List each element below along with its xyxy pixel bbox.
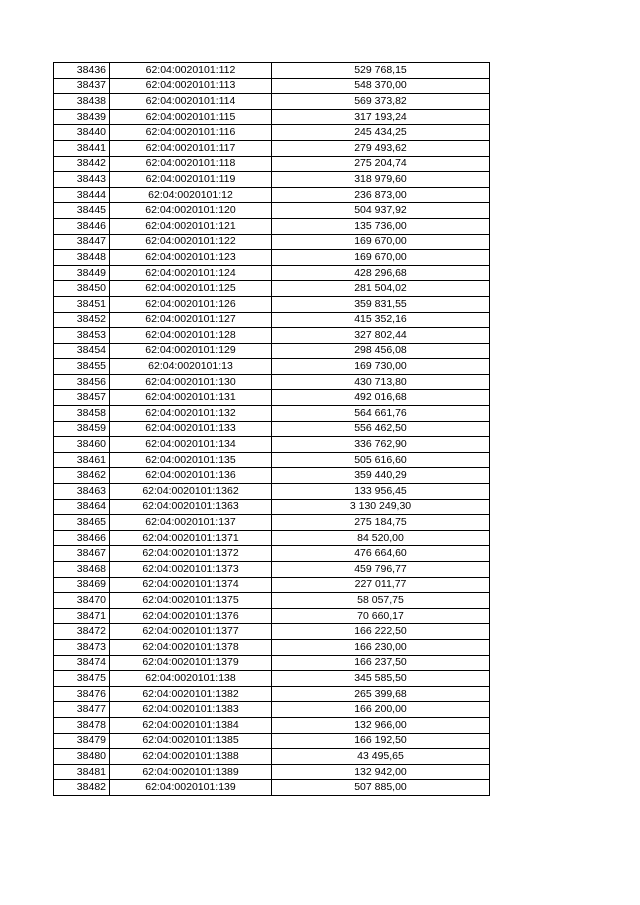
table-row xyxy=(54,421,490,437)
row-number-cell: 38442 xyxy=(54,156,110,172)
value-cell: 415 352,16 xyxy=(272,312,490,328)
table-row xyxy=(54,562,490,578)
value-cell: 166 192,50 xyxy=(272,733,490,749)
table-row xyxy=(54,156,490,172)
cadastral-number-cell: 62:04:0020101:125 xyxy=(110,281,272,297)
table-row xyxy=(54,702,490,718)
value-cell: 505 616,60 xyxy=(272,452,490,468)
cadastral-number-cell: 62:04:0020101:133 xyxy=(110,421,272,437)
cadastral-number-cell: 62:04:0020101:1376 xyxy=(110,608,272,624)
cadastral-number-cell: 62:04:0020101:1378 xyxy=(110,639,272,655)
row-number-cell: 38459 xyxy=(54,421,110,437)
table-row xyxy=(54,265,490,281)
value-cell: 169 670,00 xyxy=(272,234,490,250)
value-cell: 3 130 249,30 xyxy=(272,499,490,515)
table-row xyxy=(54,203,490,219)
table-row xyxy=(54,234,490,250)
table-row xyxy=(54,780,490,796)
row-number-cell: 38461 xyxy=(54,452,110,468)
row-number-cell: 38466 xyxy=(54,530,110,546)
cadastral-number-cell: 62:04:0020101:1382 xyxy=(110,686,272,702)
cadastral-number-cell: 62:04:0020101:1383 xyxy=(110,702,272,718)
row-number-cell: 38465 xyxy=(54,515,110,531)
cadastral-number-cell: 62:04:0020101:135 xyxy=(110,452,272,468)
cadastral-number-cell: 62:04:0020101:1374 xyxy=(110,577,272,593)
value-cell: 336 762,90 xyxy=(272,437,490,453)
row-number-cell: 38473 xyxy=(54,639,110,655)
table-row xyxy=(54,172,490,188)
cadastral-number-cell: 62:04:0020101:1372 xyxy=(110,546,272,562)
cadastral-number-cell: 62:04:0020101:132 xyxy=(110,406,272,422)
table-row xyxy=(54,328,490,344)
row-number-cell: 38470 xyxy=(54,593,110,609)
table-row xyxy=(54,452,490,468)
table-row xyxy=(54,359,490,375)
cadastral-number-cell: 62:04:0020101:1362 xyxy=(110,484,272,500)
row-number-cell: 38472 xyxy=(54,624,110,640)
value-cell: 135 736,00 xyxy=(272,218,490,234)
row-number-cell: 38463 xyxy=(54,484,110,500)
table-row xyxy=(54,437,490,453)
table-row xyxy=(54,374,490,390)
cadastral-number-cell: 62:04:0020101:120 xyxy=(110,203,272,219)
row-number-cell: 38469 xyxy=(54,577,110,593)
table-row xyxy=(54,250,490,266)
table-row xyxy=(54,608,490,624)
table-row xyxy=(54,406,490,422)
row-number-cell: 38462 xyxy=(54,468,110,484)
row-number-cell: 38438 xyxy=(54,94,110,110)
row-number-cell: 38450 xyxy=(54,281,110,297)
value-cell: 317 193,24 xyxy=(272,109,490,125)
row-number-cell: 38440 xyxy=(54,125,110,141)
cadastral-number-cell: 62:04:0020101:119 xyxy=(110,172,272,188)
value-cell: 359 440,29 xyxy=(272,468,490,484)
cadastral-number-cell: 62:04:0020101:1388 xyxy=(110,749,272,765)
value-cell: 556 462,50 xyxy=(272,421,490,437)
value-cell: 548 370,00 xyxy=(272,78,490,94)
value-cell: 459 796,77 xyxy=(272,562,490,578)
data-table xyxy=(53,62,490,796)
value-cell: 133 956,45 xyxy=(272,484,490,500)
cadastral-number-cell: 62:04:0020101:1379 xyxy=(110,655,272,671)
row-number-cell: 38475 xyxy=(54,671,110,687)
value-cell: 169 670,00 xyxy=(272,250,490,266)
table-row xyxy=(54,281,490,297)
row-number-cell: 38452 xyxy=(54,312,110,328)
value-cell: 169 730,00 xyxy=(272,359,490,375)
table-row xyxy=(54,593,490,609)
row-number-cell: 38449 xyxy=(54,265,110,281)
table-row xyxy=(54,749,490,765)
table-row xyxy=(54,733,490,749)
value-cell: 236 873,00 xyxy=(272,187,490,203)
cadastral-number-cell: 62:04:0020101:1375 xyxy=(110,593,272,609)
cadastral-number-cell: 62:04:0020101:1371 xyxy=(110,530,272,546)
table-row xyxy=(54,218,490,234)
row-number-cell: 38441 xyxy=(54,140,110,156)
value-cell: 275 184,75 xyxy=(272,515,490,531)
table-row xyxy=(54,499,490,515)
row-number-cell: 38460 xyxy=(54,437,110,453)
value-cell: 476 664,60 xyxy=(272,546,490,562)
table-row xyxy=(54,390,490,406)
value-cell: 281 504,02 xyxy=(272,281,490,297)
value-cell: 504 937,92 xyxy=(272,203,490,219)
cadastral-number-cell: 62:04:0020101:1363 xyxy=(110,499,272,515)
cadastral-number-cell: 62:04:0020101:114 xyxy=(110,94,272,110)
table-row xyxy=(54,140,490,156)
value-cell: 507 885,00 xyxy=(272,780,490,796)
cadastral-number-cell: 62:04:0020101:123 xyxy=(110,250,272,266)
table-row xyxy=(54,187,490,203)
cadastral-number-cell: 62:04:0020101:129 xyxy=(110,343,272,359)
cadastral-number-cell: 62:04:0020101:115 xyxy=(110,109,272,125)
row-number-cell: 38458 xyxy=(54,406,110,422)
row-number-cell: 38481 xyxy=(54,764,110,780)
row-number-cell: 38436 xyxy=(54,63,110,79)
row-number-cell: 38478 xyxy=(54,717,110,733)
table-row xyxy=(54,484,490,500)
cadastral-number-cell: 62:04:0020101:139 xyxy=(110,780,272,796)
table-row xyxy=(54,78,490,94)
value-cell: 166 200,00 xyxy=(272,702,490,718)
row-number-cell: 38467 xyxy=(54,546,110,562)
value-cell: 569 373,82 xyxy=(272,94,490,110)
cadastral-number-cell: 62:04:0020101:1384 xyxy=(110,717,272,733)
row-number-cell: 38476 xyxy=(54,686,110,702)
table-row xyxy=(54,296,490,312)
cadastral-number-cell: 62:04:0020101:128 xyxy=(110,328,272,344)
cadastral-number-cell: 62:04:0020101:1373 xyxy=(110,562,272,578)
row-number-cell: 38444 xyxy=(54,187,110,203)
value-cell: 279 493,62 xyxy=(272,140,490,156)
value-cell: 318 979,60 xyxy=(272,172,490,188)
value-cell: 529 768,15 xyxy=(272,63,490,79)
cadastral-number-cell: 62:04:0020101:13 xyxy=(110,359,272,375)
table-row xyxy=(54,125,490,141)
table-row xyxy=(54,686,490,702)
table-row xyxy=(54,343,490,359)
value-cell: 245 434,25 xyxy=(272,125,490,141)
cadastral-number-cell: 62:04:0020101:1389 xyxy=(110,764,272,780)
table-row xyxy=(54,717,490,733)
row-number-cell: 38474 xyxy=(54,655,110,671)
cadastral-number-cell: 62:04:0020101:116 xyxy=(110,125,272,141)
row-number-cell: 38455 xyxy=(54,359,110,375)
cadastral-number-cell: 62:04:0020101:1385 xyxy=(110,733,272,749)
cadastral-number-cell: 62:04:0020101:121 xyxy=(110,218,272,234)
row-number-cell: 38454 xyxy=(54,343,110,359)
cadastral-number-cell: 62:04:0020101:126 xyxy=(110,296,272,312)
value-cell: 492 016,68 xyxy=(272,390,490,406)
row-number-cell: 38482 xyxy=(54,780,110,796)
cadastral-number-cell: 62:04:0020101:136 xyxy=(110,468,272,484)
value-cell: 70 660,17 xyxy=(272,608,490,624)
row-number-cell: 38447 xyxy=(54,234,110,250)
cadastral-number-cell: 62:04:0020101:130 xyxy=(110,374,272,390)
table-row xyxy=(54,515,490,531)
cadastral-number-cell: 62:04:0020101:12 xyxy=(110,187,272,203)
row-number-cell: 38437 xyxy=(54,78,110,94)
table-row xyxy=(54,312,490,328)
cadastral-number-cell: 62:04:0020101:134 xyxy=(110,437,272,453)
table-row xyxy=(54,639,490,655)
cadastral-number-cell: 62:04:0020101:118 xyxy=(110,156,272,172)
row-number-cell: 38448 xyxy=(54,250,110,266)
row-number-cell: 38477 xyxy=(54,702,110,718)
row-number-cell: 38445 xyxy=(54,203,110,219)
row-number-cell: 38456 xyxy=(54,374,110,390)
value-cell: 345 585,50 xyxy=(272,671,490,687)
value-cell: 359 831,55 xyxy=(272,296,490,312)
row-number-cell: 38468 xyxy=(54,562,110,578)
row-number-cell: 38439 xyxy=(54,109,110,125)
value-cell: 166 237,50 xyxy=(272,655,490,671)
table-row xyxy=(54,530,490,546)
table-row xyxy=(54,655,490,671)
value-cell: 327 802,44 xyxy=(272,328,490,344)
table-row xyxy=(54,94,490,110)
value-cell: 265 399,68 xyxy=(272,686,490,702)
row-number-cell: 38480 xyxy=(54,749,110,765)
table-body xyxy=(54,63,490,796)
value-cell: 430 713,80 xyxy=(272,374,490,390)
row-number-cell: 38453 xyxy=(54,328,110,344)
cadastral-number-cell: 62:04:0020101:127 xyxy=(110,312,272,328)
table-row xyxy=(54,764,490,780)
table-row xyxy=(54,577,490,593)
value-cell: 166 222,50 xyxy=(272,624,490,640)
row-number-cell: 38479 xyxy=(54,733,110,749)
cadastral-number-cell: 62:04:0020101:137 xyxy=(110,515,272,531)
cadastral-number-cell: 62:04:0020101:138 xyxy=(110,671,272,687)
table-row xyxy=(54,63,490,79)
table-row xyxy=(54,624,490,640)
value-cell: 58 057,75 xyxy=(272,593,490,609)
row-number-cell: 38446 xyxy=(54,218,110,234)
table-row xyxy=(54,468,490,484)
cadastral-number-cell: 62:04:0020101:112 xyxy=(110,63,272,79)
row-number-cell: 38443 xyxy=(54,172,110,188)
value-cell: 564 661,76 xyxy=(272,406,490,422)
cadastral-number-cell: 62:04:0020101:113 xyxy=(110,78,272,94)
value-cell: 84 520,00 xyxy=(272,530,490,546)
row-number-cell: 38457 xyxy=(54,390,110,406)
value-cell: 43 495,65 xyxy=(272,749,490,765)
value-cell: 298 456,08 xyxy=(272,343,490,359)
value-cell: 227 011,77 xyxy=(272,577,490,593)
value-cell: 428 296,68 xyxy=(272,265,490,281)
table-row xyxy=(54,546,490,562)
cadastral-number-cell: 62:04:0020101:124 xyxy=(110,265,272,281)
cadastral-number-cell: 62:04:0020101:117 xyxy=(110,140,272,156)
cadastral-number-cell: 62:04:0020101:122 xyxy=(110,234,272,250)
table-row xyxy=(54,109,490,125)
value-cell: 166 230,00 xyxy=(272,639,490,655)
value-cell: 132 966,00 xyxy=(272,717,490,733)
table-row xyxy=(54,671,490,687)
cadastral-number-cell: 62:04:0020101:131 xyxy=(110,390,272,406)
value-cell: 275 204,74 xyxy=(272,156,490,172)
row-number-cell: 38471 xyxy=(54,608,110,624)
row-number-cell: 38451 xyxy=(54,296,110,312)
value-cell: 132 942,00 xyxy=(272,764,490,780)
cadastral-number-cell: 62:04:0020101:1377 xyxy=(110,624,272,640)
row-number-cell: 38464 xyxy=(54,499,110,515)
